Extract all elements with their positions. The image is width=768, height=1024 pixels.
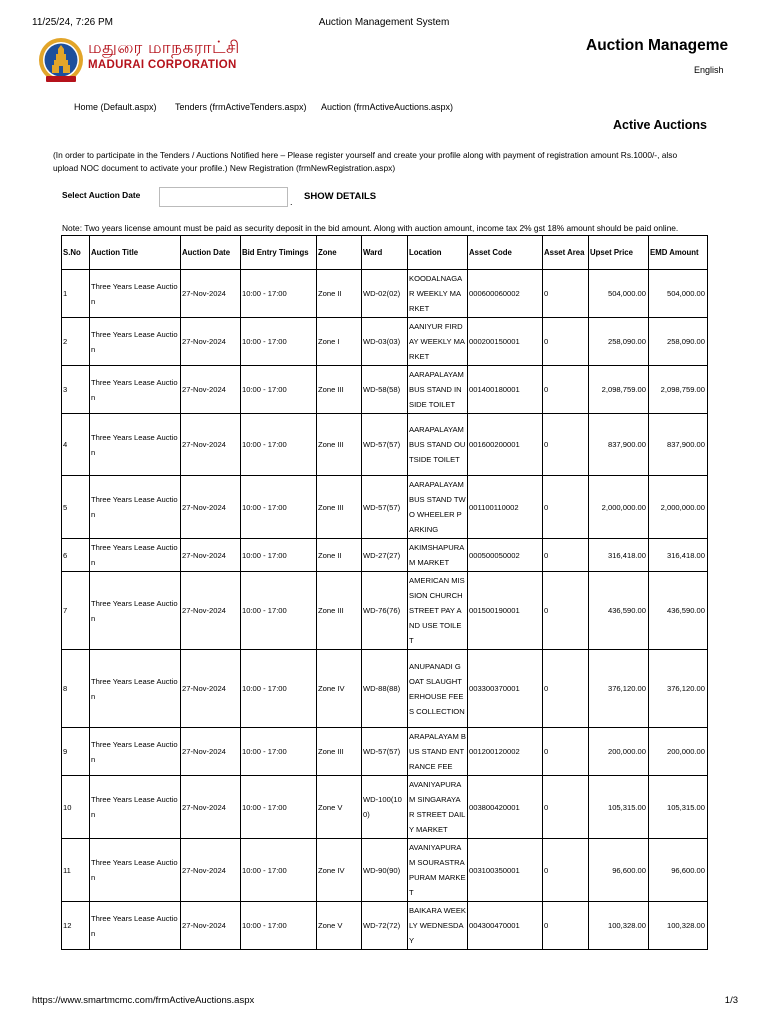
table-row [62, 539, 708, 572]
cell-auction-title: Three Years Lease Auction [90, 650, 181, 728]
cell-auction-title: Three Years Lease Auction [90, 839, 181, 902]
cell-zone: Zone III [317, 366, 362, 414]
cell-bid-entry-timings: 10:00 - 17:00 [241, 650, 317, 728]
col-header-upset-price: Upset Price [589, 236, 649, 270]
cell-emd-amount: 316,418.00 [649, 539, 708, 572]
col-header-sno: S.No [62, 236, 90, 270]
cell-asset-code: 000500050002 [468, 539, 543, 572]
cell-sno: 7 [62, 572, 90, 650]
cell-ward: WD-88(88) [362, 650, 408, 728]
show-details-button[interactable]: SHOW DETAILS [304, 191, 377, 202]
app-title: Auction Manageme [586, 37, 729, 54]
cell-auction-title: Three Years Lease Auction [90, 776, 181, 839]
cell-sno: 9 [62, 728, 90, 776]
cell-emd-amount: 96,600.00 [649, 839, 708, 902]
cell-auction-title: Three Years Lease Auction [90, 902, 181, 950]
cell-zone: Zone II [317, 539, 362, 572]
print-page-number: 1/3 [724, 995, 738, 1006]
cell-emd-amount: 376,120.00 [649, 650, 708, 728]
cell-auction-date: 27-Nov-2024 [181, 776, 241, 839]
payment-note: Note: Two years license amount must be paid as security deposit in the bid amount. Along with auction amount, income tax 2% gst 18% amount should be paid online. [62, 223, 679, 233]
nav-link-tenders[interactable]: Tenders (frmActiveTenders.aspx) [175, 102, 307, 112]
cell-bid-entry-timings: 10:00 - 17:00 [241, 414, 317, 476]
cell-asset-code: 003300370001 [468, 650, 543, 728]
cell-location: AARAPALAYAM BUS STAND INSIDE TOILET [408, 366, 468, 414]
col-header-auction-date: Auction Date [181, 236, 241, 270]
cell-emd-amount: 504,000.00 [649, 270, 708, 318]
cell-ward: WD-58(58) [362, 366, 408, 414]
page-title: Active Auctions [612, 118, 707, 132]
cell-emd-amount: 100,328.00 [649, 902, 708, 950]
cell-auction-date: 27-Nov-2024 [181, 902, 241, 950]
active-auctions-table [61, 235, 708, 950]
cell-asset-area: 0 [543, 650, 589, 728]
cell-auction-date: 27-Nov-2024 [181, 572, 241, 650]
cell-asset-code: 001100110002 [468, 476, 543, 539]
cell-bid-entry-timings: 10:00 - 17:00 [241, 776, 317, 839]
table-row [62, 776, 708, 839]
cell-asset-code: 000200150001 [468, 318, 543, 366]
cell-zone: Zone IV [317, 839, 362, 902]
cell-ward: WD-100(100) [362, 776, 408, 839]
table-row [62, 839, 708, 902]
cell-upset-price: 96,600.00 [589, 839, 649, 902]
cell-asset-area: 0 [543, 902, 589, 950]
col-header-asset-area: Asset Area [543, 236, 589, 270]
cell-auction-date: 27-Nov-2024 [181, 839, 241, 902]
cell-emd-amount: 436,590.00 [649, 572, 708, 650]
table-row [62, 318, 708, 366]
cell-upset-price: 837,900.00 [589, 414, 649, 476]
table-header-row [62, 236, 708, 270]
cell-ward: WD-03(03) [362, 318, 408, 366]
cell-ward: WD-57(57) [362, 728, 408, 776]
cell-location: AVANIYAPURAM SINGARAYAR STREET DAILY MARKET [408, 776, 468, 839]
cell-location: KOODALNAGAR WEEKLY MARKET [408, 270, 468, 318]
col-header-location: Location [408, 236, 468, 270]
cell-location: ARAPALAYAM BUS STAND ENTRANCE FEE [408, 728, 468, 776]
nav-link-auction[interactable]: Auction (frmActiveAuctions.aspx) [321, 102, 454, 112]
cell-ward: WD-57(57) [362, 476, 408, 539]
cell-bid-entry-timings: 10:00 - 17:00 [241, 270, 317, 318]
cell-sno: 8 [62, 650, 90, 728]
cell-auction-title: Three Years Lease Auction [90, 366, 181, 414]
cell-auction-title: Three Years Lease Auction [90, 539, 181, 572]
cell-sno: 10 [62, 776, 90, 839]
cell-asset-code: 001500190001 [468, 572, 543, 650]
cell-auction-date: 27-Nov-2024 [181, 650, 241, 728]
table-row [62, 902, 708, 950]
cell-ward: WD-27(27) [362, 539, 408, 572]
cell-location: AMERICAN MISSION CHURCH STREET PAY AND USE TOILET [408, 572, 468, 650]
cell-auction-title: Three Years Lease Auction [90, 318, 181, 366]
cell-bid-entry-timings: 10:00 - 17:00 [241, 728, 317, 776]
table-row [62, 728, 708, 776]
cell-asset-area: 0 [543, 414, 589, 476]
col-header-auction-title: Auction Title [90, 236, 181, 270]
table-row [62, 270, 708, 318]
cell-upset-price: 436,590.00 [589, 572, 649, 650]
cell-ward: WD-72(72) [362, 902, 408, 950]
cell-asset-area: 0 [543, 270, 589, 318]
cell-sno: 6 [62, 539, 90, 572]
cell-auction-date: 27-Nov-2024 [181, 476, 241, 539]
cell-auction-date: 27-Nov-2024 [181, 318, 241, 366]
cell-asset-code: 000600060002 [468, 270, 543, 318]
cell-upset-price: 105,315.00 [589, 776, 649, 839]
cell-zone: Zone V [317, 776, 362, 839]
cell-sno: 5 [62, 476, 90, 539]
cell-asset-area: 0 [543, 366, 589, 414]
cell-emd-amount: 837,900.00 [649, 414, 708, 476]
input-dot: . [290, 197, 293, 207]
madurai-corporation-emblem-icon[interactable] [38, 36, 84, 84]
cell-location: ANUPANADI GOAT SLAUGHTERHOUSE FEES COLLECTION [408, 650, 468, 728]
cell-asset-area: 0 [543, 476, 589, 539]
col-header-ward: Ward [362, 236, 408, 270]
cell-asset-area: 0 [543, 839, 589, 902]
cell-sno: 3 [62, 366, 90, 414]
cell-auction-title: Three Years Lease Auction [90, 476, 181, 539]
print-datetime: 11/25/24, 7:26 PM [32, 17, 113, 28]
cell-emd-amount: 200,000.00 [649, 728, 708, 776]
cell-upset-price: 258,090.00 [589, 318, 649, 366]
cell-upset-price: 2,000,000.00 [589, 476, 649, 539]
brand-name-tamil: மதுரை மாநகராட்சி [88, 38, 240, 57]
cell-auction-title: Three Years Lease Auction [90, 728, 181, 776]
cell-zone: Zone V [317, 902, 362, 950]
cell-bid-entry-timings: 10:00 - 17:00 [241, 902, 317, 950]
nav-link-home[interactable]: Home (Default.aspx) [74, 102, 157, 112]
cell-asset-area: 0 [543, 539, 589, 572]
cell-location: AARAPALAYAM BUS STAND OUTSIDE TOILET [408, 414, 468, 476]
table-body [62, 270, 708, 950]
cell-asset-code: 003800420001 [468, 776, 543, 839]
cell-asset-code: 001600200001 [468, 414, 543, 476]
table-row [62, 572, 708, 650]
cell-location: AKIMSHAPURAM MARKET [408, 539, 468, 572]
cell-asset-area: 0 [543, 572, 589, 650]
cell-emd-amount: 2,098,759.00 [649, 366, 708, 414]
cell-asset-area: 0 [543, 776, 589, 839]
cell-auction-date: 27-Nov-2024 [181, 414, 241, 476]
cell-asset-code: 001400180001 [468, 366, 543, 414]
cell-location: AVANIYAPURAM SOURASTRAPURAM MARKET [408, 839, 468, 902]
cell-bid-entry-timings: 10:00 - 17:00 [241, 572, 317, 650]
cell-zone: Zone II [317, 270, 362, 318]
registration-notice: (In order to participate in the Tenders / Auctions Notified here – Please register yourself and create your profile along with payment of registration amount Rs.1000/-, also upload NOC document to activate your profile.) New Registration (frmNewRegistration.aspx) [53, 150, 678, 173]
cell-ward: WD-90(90) [362, 839, 408, 902]
cell-sno: 4 [62, 414, 90, 476]
cell-zone: Zone III [317, 414, 362, 476]
cell-auction-title: Three Years Lease Auction [90, 572, 181, 650]
cell-emd-amount: 2,000,000.00 [649, 476, 708, 539]
cell-ward: WD-02(02) [362, 270, 408, 318]
cell-sno: 11 [62, 839, 90, 902]
cell-sno: 12 [62, 902, 90, 950]
cell-upset-price: 504,000.00 [589, 270, 649, 318]
cell-location: AANIYUR FIRDAY WEEKLY MARKET [408, 318, 468, 366]
table-row [62, 414, 708, 476]
cell-asset-code: 003100350001 [468, 839, 543, 902]
cell-auction-date: 27-Nov-2024 [181, 728, 241, 776]
cell-ward: WD-76(76) [362, 572, 408, 650]
cell-zone: Zone I [317, 318, 362, 366]
cell-asset-code: 001200120002 [468, 728, 543, 776]
cell-asset-code: 004300470001 [468, 902, 543, 950]
cell-location: AARAPALAYAM BUS STAND TWO WHEELER PARKING [408, 476, 468, 539]
cell-bid-entry-timings: 10:00 - 17:00 [241, 366, 317, 414]
cell-asset-area: 0 [543, 728, 589, 776]
cell-upset-price: 2,098,759.00 [589, 366, 649, 414]
print-document-title: Auction Management System [318, 17, 450, 28]
cell-bid-entry-timings: 10:00 - 17:00 [241, 539, 317, 572]
cell-emd-amount: 258,090.00 [649, 318, 708, 366]
col-header-asset-code: Asset Code [468, 236, 543, 270]
cell-zone: Zone IV [317, 650, 362, 728]
table-row [62, 650, 708, 728]
table-row [62, 366, 708, 414]
cell-location: BAIKARA WEEKLY WEDNESDAY [408, 902, 468, 950]
cell-sno: 2 [62, 318, 90, 366]
cell-asset-area: 0 [543, 318, 589, 366]
col-header-bid-entry-timings: Bid Entry Timings [241, 236, 317, 270]
cell-emd-amount: 105,315.00 [649, 776, 708, 839]
main-nav [0, 102, 768, 116]
cell-bid-entry-timings: 10:00 - 17:00 [241, 839, 317, 902]
cell-auction-title: Three Years Lease Auction [90, 270, 181, 318]
cell-sno: 1 [62, 270, 90, 318]
cell-auction-date: 27-Nov-2024 [181, 270, 241, 318]
print-header [0, 17, 768, 31]
cell-auction-date: 27-Nov-2024 [181, 539, 241, 572]
col-header-zone: Zone [317, 236, 362, 270]
cell-auction-date: 27-Nov-2024 [181, 366, 241, 414]
cell-bid-entry-timings: 10:00 - 17:00 [241, 318, 317, 366]
col-header-emd-amount: EMD Amount [649, 236, 708, 270]
table-row [62, 476, 708, 539]
cell-zone: Zone III [317, 728, 362, 776]
cell-upset-price: 376,120.00 [589, 650, 649, 728]
cell-auction-title: Three Years Lease Auction [90, 414, 181, 476]
cell-upset-price: 200,000.00 [589, 728, 649, 776]
print-page-url: https://www.smartmcmc.com/frmActiveAuctions.aspx [32, 995, 255, 1006]
auction-date-label: Select Auction Date [62, 190, 141, 200]
auction-date-input[interactable] [159, 187, 288, 207]
language-selector[interactable]: English [694, 65, 724, 75]
cell-ward: WD-57(57) [362, 414, 408, 476]
cell-upset-price: 316,418.00 [589, 539, 649, 572]
cell-bid-entry-timings: 10:00 - 17:00 [241, 476, 317, 539]
cell-zone: Zone III [317, 572, 362, 650]
cell-zone: Zone III [317, 476, 362, 539]
cell-upset-price: 100,328.00 [589, 902, 649, 950]
brand-name-english: MADURAI CORPORATION [88, 59, 237, 71]
